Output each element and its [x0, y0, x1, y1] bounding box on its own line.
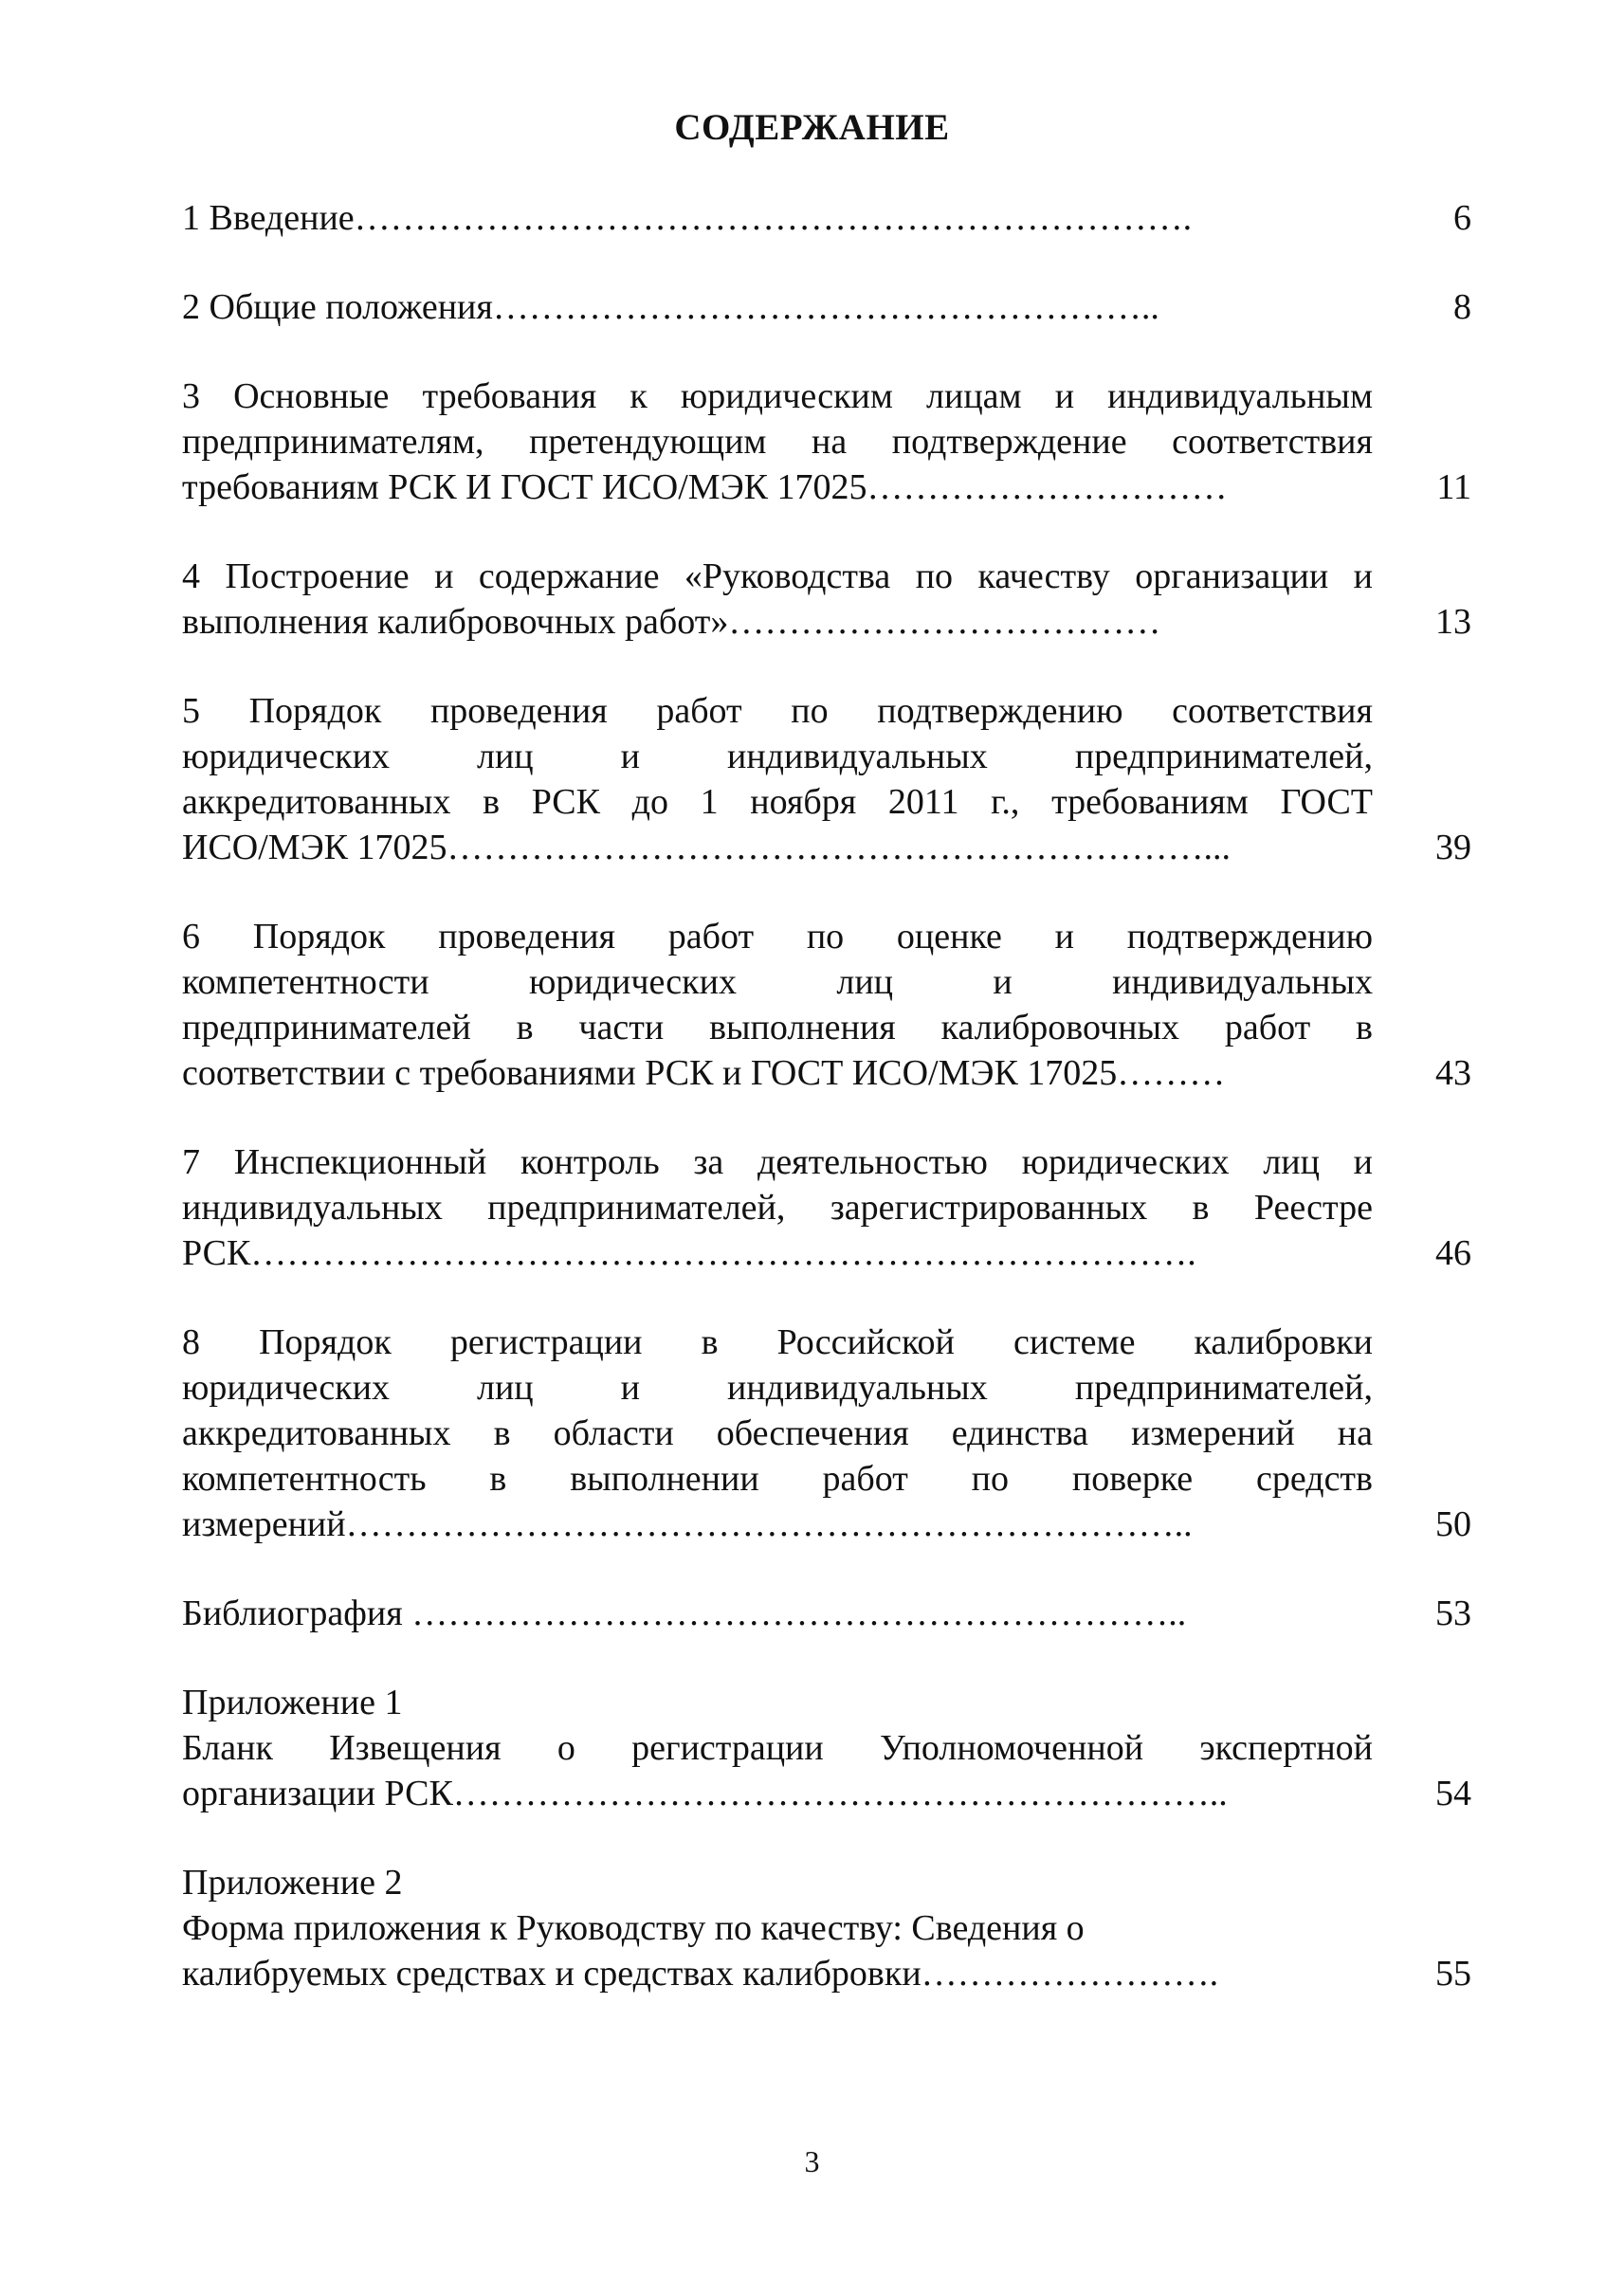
toc-entry-line: ИСО/МЭК 17025………………………………………………………... [182, 828, 1232, 867]
toc-entry-3 [182, 373, 1471, 510]
toc-entry-line: индивидуальных предпринимателей, зарегистрированных в Реестре [182, 1188, 1373, 1228]
toc-entry-line: юридических лиц и индивидуальных предпринимателей, [182, 737, 1373, 776]
toc-entry-line: аккредитованных в области обеспечения единства измерений на [182, 1413, 1373, 1453]
toc-entry-line: компетентности юридических лиц и индивидуальных [182, 962, 1373, 1002]
toc-entry-line: требованиям РСК И ГОСТ ИСО/МЭК 17025………………………… [182, 467, 1228, 507]
toc-entry-line: 2 Общие положения……………………………………………….. [182, 287, 1159, 327]
toc-entry-page: 8 [1453, 287, 1471, 327]
toc-entry-page: 46 [1435, 1233, 1471, 1273]
toc-entry-line: Форма приложения к Руководству по качеству: Сведения о [182, 1908, 1085, 1948]
toc-entry-5 [182, 688, 1471, 870]
toc-entry-line: организации РСК……………………………………………………….. [182, 1774, 1228, 1813]
toc-entry-line: предпринимателей в части выполнения калибровочных работ в [182, 1008, 1373, 1047]
toc-entry-page: 43 [1435, 1053, 1471, 1093]
toc-entry-bibliography [182, 1591, 1471, 1636]
toc-entry-line: 8 Порядок регистрации в Российской системе калибровки [182, 1322, 1373, 1362]
toc-entry-2 [182, 284, 1471, 330]
toc-entry-line: РСК……………………………………………………………………. [182, 1233, 1196, 1273]
toc-entry-7 [182, 1139, 1471, 1276]
toc-entry-line: аккредитованных в РСК до 1 ноября 2011 г., требованиям ГОСТ [182, 782, 1373, 822]
toc-entry-page: 39 [1435, 828, 1471, 867]
toc-entry-appendix-2 [182, 1860, 1471, 1996]
toc-entry-page: 53 [1435, 1594, 1471, 1633]
toc-entry-line: Библиография ……………………………………………………….. [182, 1594, 1187, 1633]
page-title: СОДЕРЖАНИЕ [674, 107, 950, 148]
toc-entry-line: калибруемых средствах и средствах калибровки……………………. [182, 1954, 1219, 1994]
toc-entry-page: 11 [1436, 467, 1471, 507]
toc-entry-page: 50 [1435, 1504, 1471, 1544]
toc-entry-line: 1 Введение……………………………………………………………. [182, 198, 1193, 238]
table-of-contents [182, 195, 1471, 2040]
toc-entry-line: предпринимателям, претендующим на подтверждение соответствия [182, 422, 1373, 462]
toc-entry-line: измерений…………………………………………………………….. [182, 1504, 1193, 1544]
toc-entry-4 [182, 554, 1471, 645]
toc-entry-line: компетентность в выполнении работ по поверке средств [182, 1459, 1373, 1499]
toc-entry-line: Бланк Извещения о регистрации Уполномоченной экспертной [182, 1728, 1373, 1768]
page-number: 3 [804, 2144, 820, 2178]
toc-entry-1 [182, 195, 1471, 241]
toc-entry-line: 4 Построение и содержание «Руководства по качеству организации и [182, 556, 1373, 596]
toc-entry-6 [182, 914, 1471, 1096]
toc-entry-line: 6 Порядок проведения работ по оценке и подтверждению [182, 917, 1373, 956]
toc-entry-line: 3 Основные требования к юридическим лицам и индивидуальным [182, 376, 1373, 416]
toc-entry-line: выполнения калибровочных работ»……………………………… [182, 602, 1161, 642]
toc-entry-line: Приложение 2 [182, 1863, 403, 1903]
toc-entry-line: Приложение 1 [182, 1683, 403, 1722]
toc-entry-8 [182, 1320, 1471, 1547]
toc-entry-line: 7 Инспекционный контроль за деятельностью юридических лиц и [182, 1142, 1373, 1182]
toc-entry-appendix-1 [182, 1680, 1471, 1816]
toc-entry-line: юридических лиц и индивидуальных предпринимателей, [182, 1368, 1373, 1408]
toc-entry-page: 13 [1435, 602, 1471, 642]
toc-entry-page: 6 [1453, 198, 1471, 238]
toc-entry-page: 55 [1435, 1954, 1471, 1994]
toc-entry-page: 54 [1435, 1774, 1471, 1813]
toc-entry-line: соответствии с требованиями РСК и ГОСТ ИСО/МЭК 17025……… [182, 1053, 1226, 1093]
toc-entry-line: 5 Порядок проведения работ по подтверждению соответствия [182, 691, 1373, 731]
